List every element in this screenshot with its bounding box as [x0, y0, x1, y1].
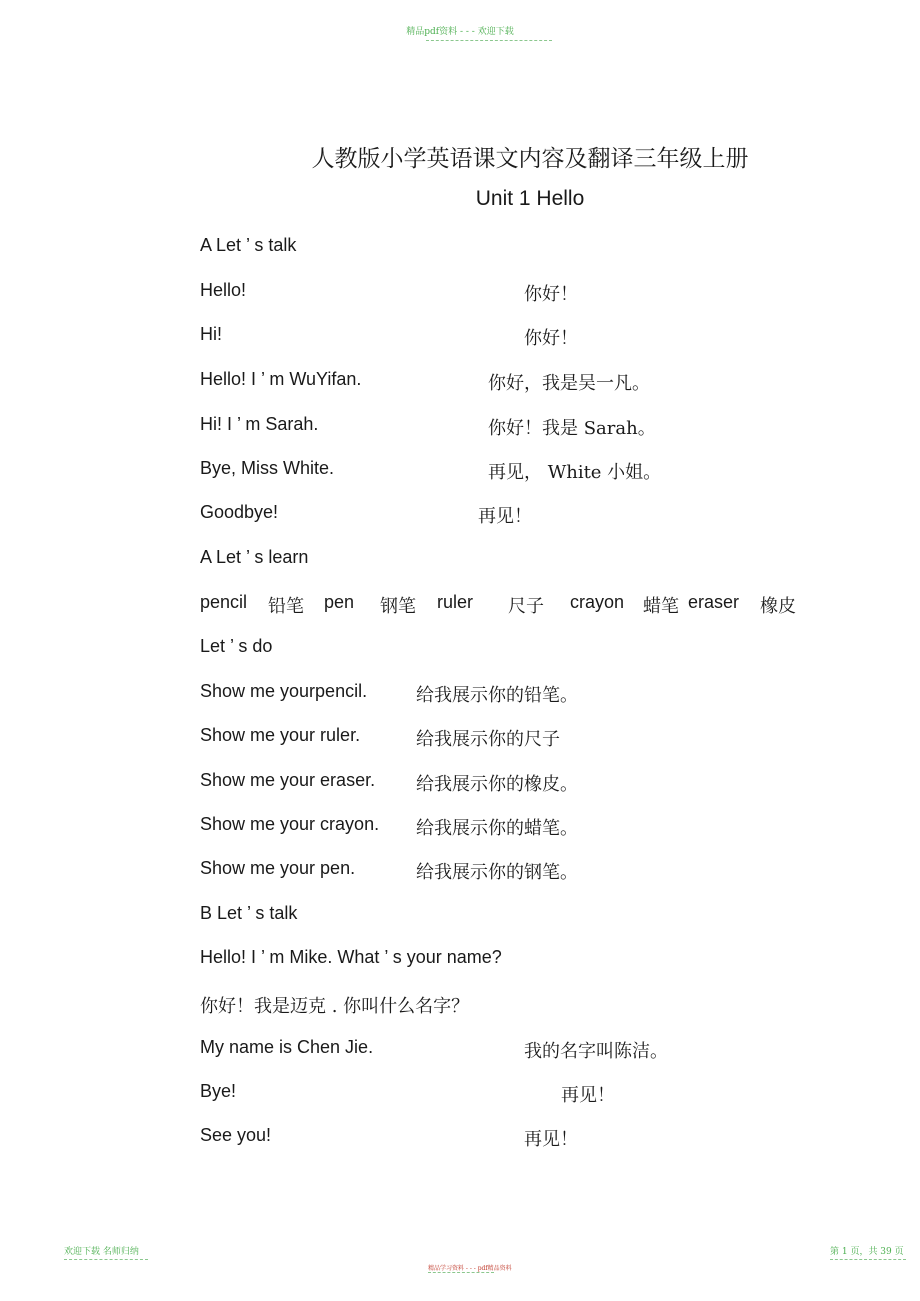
vocab-en: pen	[324, 592, 355, 612]
header-watermark: 精品pdf资料 - - - 欢迎下载	[406, 27, 514, 37]
footer-left: 欢迎下载 名师归纳	[64, 1247, 139, 1257]
section-heading-a-learn: A Let ’ s learn	[200, 547, 309, 567]
dialogue-en: Hello! I ’ m WuYifan.	[200, 369, 362, 389]
page-title: 人教版小学英语课文内容及翻译三年级上册	[311, 146, 749, 172]
dialogue-en: My name is Chen Jie.	[200, 1037, 374, 1057]
dialogue-cn: 我的名字叫陈洁。	[524, 1041, 668, 1062]
dialogue-cn: 再见！	[524, 1129, 578, 1150]
instruction-cn: 给我展示你的钢笔。	[416, 862, 578, 883]
dialogue-cn: 你好！我是迈克 . 你叫什么名字？	[200, 996, 470, 1017]
dialogue-en: Bye, Miss White.	[200, 458, 335, 478]
instruction-cn: 给我展示你的橡皮。	[416, 774, 578, 795]
footer-right-dash-line	[830, 1259, 906, 1260]
dialogue-en: Goodbye!	[200, 502, 279, 522]
dialogue-cn: 你好！	[524, 284, 578, 305]
instruction-en: Show me your eraser.	[200, 770, 376, 790]
vocab-cn: 蜡笔	[643, 596, 679, 617]
dialogue-en: Hi! I ’ m Sarah.	[200, 414, 319, 434]
vocab-en: eraser	[688, 592, 740, 612]
instruction-cn: 给我展示你的蜡笔。	[416, 818, 578, 839]
footer-center-dash-line	[428, 1272, 494, 1273]
section-heading-b-talk: B Let ’ s talk	[200, 903, 298, 923]
unit-title: Unit 1 Hello	[475, 187, 585, 210]
vocab-cn: 铅笔	[268, 596, 304, 617]
dialogue-en: Hello! I ’ m Mike. What ’ s your name?	[200, 947, 502, 967]
instruction-en: Show me your ruler.	[200, 725, 361, 745]
section-heading-lets-do: Let ’ s do	[200, 636, 273, 656]
header-dash-line	[426, 40, 552, 41]
vocab-cn: 钢笔	[380, 596, 416, 617]
dialogue-cn: 你好，我是吴一凡。	[488, 373, 650, 394]
dialogue-en: Hi!	[200, 324, 222, 344]
instruction-en: Show me your crayon.	[200, 814, 380, 834]
footer-left-dash-line	[64, 1259, 148, 1260]
vocab-en: pencil	[200, 592, 248, 612]
dialogue-cn: 你好！我是 Sarah。	[488, 418, 656, 439]
dialogue-en: Hello!	[200, 280, 247, 300]
dialogue-en: See you!	[200, 1125, 272, 1145]
dialogue-en: Bye!	[200, 1081, 237, 1101]
instruction-en: Show me your pen.	[200, 858, 356, 878]
dialogue-cn: 再见！	[478, 506, 532, 527]
dialogue-cn: 你好！	[524, 328, 578, 349]
section-heading-a-talk: A Let ’ s talk	[200, 235, 297, 255]
vocab-en: crayon	[570, 592, 625, 612]
page-number: 第 1 页，共 39 页	[830, 1247, 904, 1257]
dialogue-cn: 再见！	[561, 1085, 615, 1106]
vocab-cn: 橡皮	[760, 596, 796, 617]
footer-center: 精品学习资料 - - - pdf精品资料	[428, 1265, 512, 1272]
dialogue-cn: 再见， White 小姐。	[488, 462, 662, 483]
vocab-cn: 尺子	[508, 596, 544, 617]
instruction-cn: 给我展示你的尺子	[416, 729, 560, 750]
instruction-en: Show me yourpencil.	[200, 681, 368, 701]
instruction-cn: 给我展示你的铅笔。	[416, 685, 578, 706]
vocab-en: ruler	[437, 592, 474, 612]
